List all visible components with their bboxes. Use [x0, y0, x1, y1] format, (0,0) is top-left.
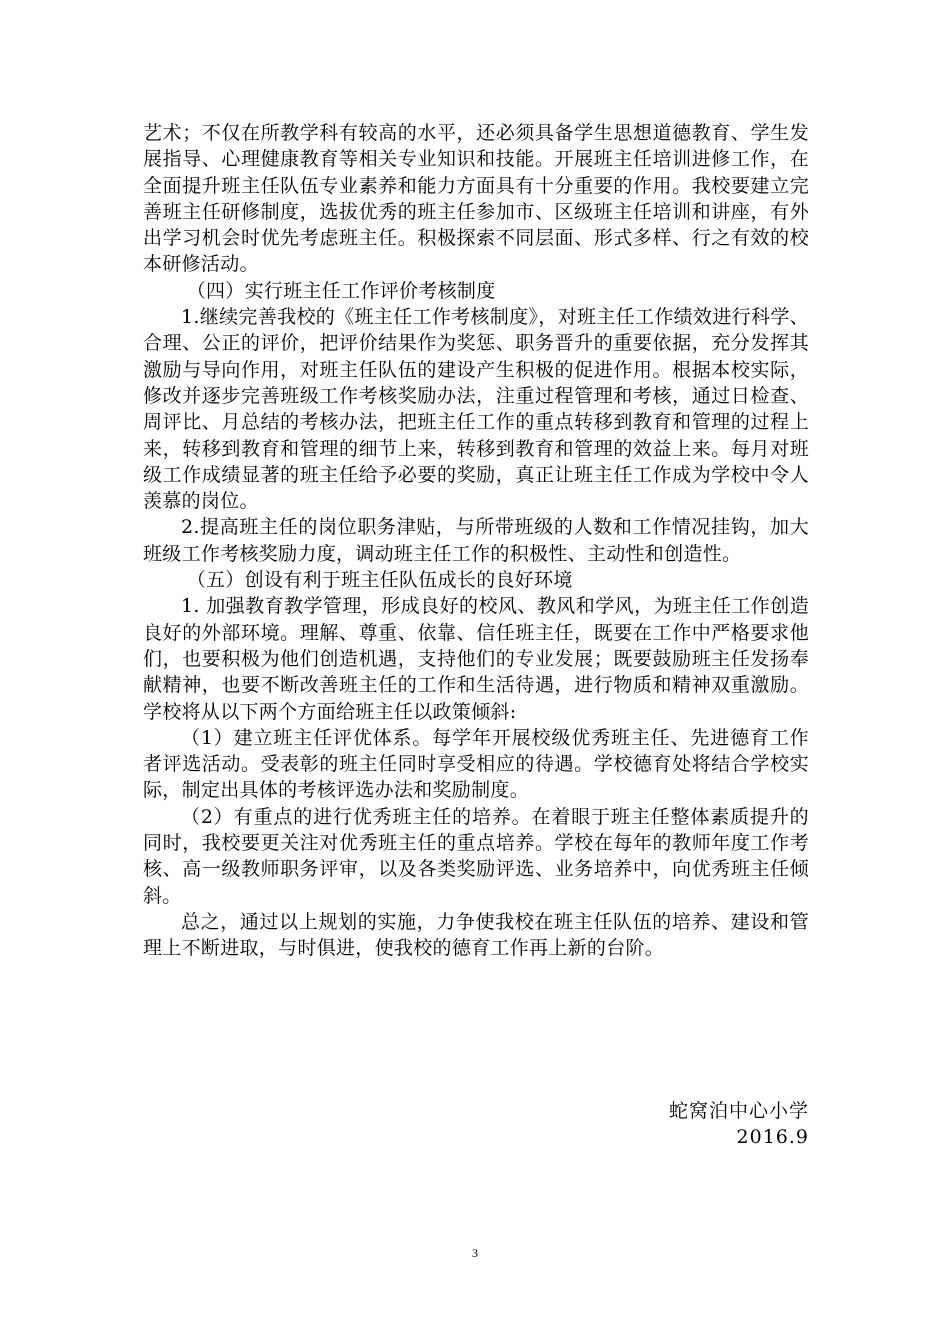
paragraph-assessment-2: 2.提高班主任的岗位职务津贴，与所带班级的人数和工作情况挂钩，加大班级工作考核奖励力度，调动班主任工作的积极性、主动性和创造性。 [143, 516, 809, 565]
section-heading-5: （五）创设有利于班主任队伍成长的良好环境 [186, 569, 573, 592]
section-heading-4: （四）实行班主任工作评价考核制度 [186, 279, 496, 302]
paragraph-training-intro: 艺术；不仅在所教学科有较高的水平，还必须具备学生思想道德教育、学生发展指导、心理健康教育等相关专业知识和技能。开展班主任培训进修工作，在全面提升班主任队伍专业素养和能力方面具有十分重要的作用。我校要建立完善班主任研修制度，选拔优秀的班主任参加市、区级班主任培训和讲座，有外出学习机会时优先考虑班主任。积极探索不同层面、形式多样、行之有效的校本研修活动。 [143, 122, 809, 276]
paragraph-policy-2: （2）有重点的进行优秀班主任的培养。在着眼于班主任整体素质提升的同时，我校要更关注对优秀班主任的重点培养。学校在每年的教师年度工作考核、高一级教师职务评审，以及各类奖励评选、业务培养中，向优秀班主任倾斜。 [143, 805, 809, 907]
paragraph-assessment-1: 1.继续完善我校的《班主任工作考核制度》，对班主任工作绩效进行科学、合理、公正的评价，把评价结果作为奖惩、职务晋升的重要依据，充分发挥其激励与导向作用，对班主任队伍的建设产生积极的促进作用。根据本校实际，修改并逐步完善班级工作考核奖励办法，注重过程管理和考核，通过日检查、周评比、月总结的考核办法，把班主任工作的重点转移到教育和管理的过程上来，转移到教育和管理的细节上来，转移到教育和管理的效益上来。每月对班级工作成绩显著的班主任给予必要的奖励，真正让班主任工作成为学校中令人羡慕的岗位。 [143, 306, 809, 513]
signature-date: 2016.9 [736, 1126, 809, 1148]
signature-block [669, 1098, 809, 1150]
paragraph-policy-1: （1）建立班主任评优体系。每学年开展校级优秀班主任、先进德育工作者评选活动。受表彰的班主任同时享受相应的待遇。学校德育处将结合学校实际，制定出具体的考核评选办法和奖励制度。 [143, 726, 809, 802]
paragraph-environment-1: 1. 加强教育教学管理，形成良好的校风、教风和学风，为班主任工作创造良好的外部环境。理解、尊重、依靠、信任班主任，既要在工作中严格要求他们，也要积极为他们创造机遇，支持他们的专业发展；既要鼓励班主任发扬奉献精神，也要不断改善班主任的工作和生活待遇，进行物质和精神双重激励。学校将从以下两个方面给班主任以政策倾斜: [143, 595, 809, 723]
document-body [143, 120, 809, 962]
signature-school: 蛇窝泊中心小学 [668, 1100, 809, 1122]
page-number: 3 [472, 1246, 478, 1260]
paragraph-conclusion: 总之，通过以上规划的实施，力争使我校在班主任队伍的培养、建设和管理上不断进取，与时俱进，使我校的德育工作再上新的台阶。 [143, 910, 809, 960]
